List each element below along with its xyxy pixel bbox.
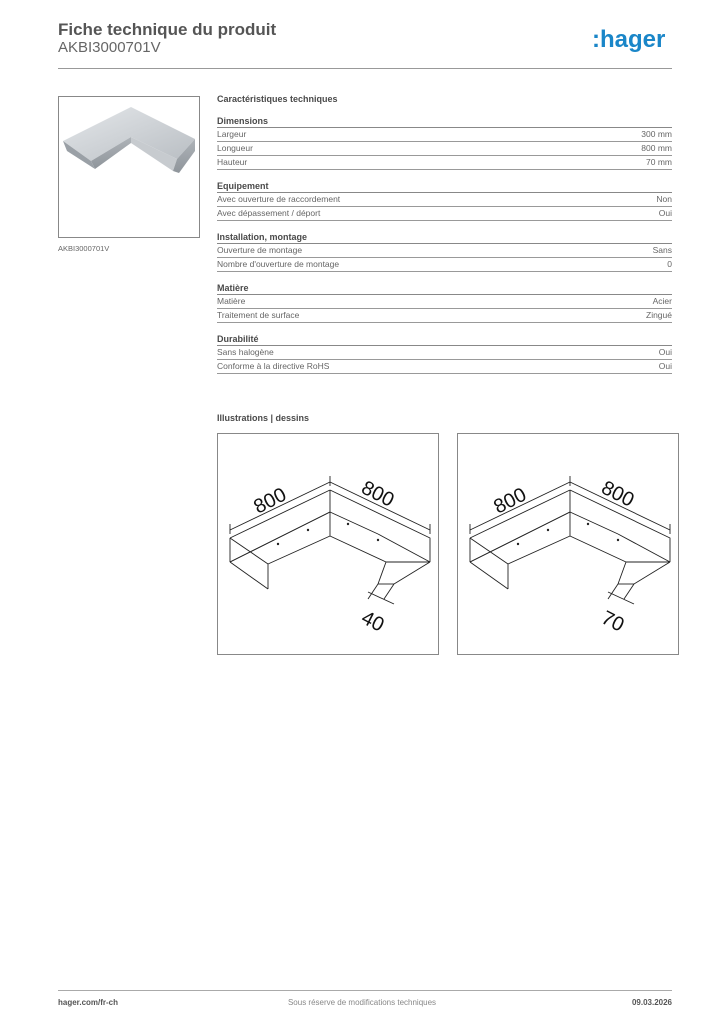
spec-value: Oui [658,208,672,218]
dimension-label: 40 [357,606,388,637]
technical-specs [217,94,672,385]
dimension-label: 800 [250,483,291,519]
spec-row [217,142,672,156]
dimension-label: 800 [597,476,638,512]
spec-row [217,360,672,374]
spec-value: Zingué [646,310,672,320]
footer-date: 09.03.2026 [631,998,672,1007]
spec-label: Longueur [217,143,253,153]
spec-value: Sans [652,245,672,255]
technical-drawing [217,433,439,655]
spec-row [217,207,672,221]
spec-group-durability [217,334,672,374]
footer-website-link[interactable]: hager.com/fr-ch [58,998,119,1007]
spec-row [217,244,672,258]
spec-value: 300 mm [641,129,672,139]
spec-group-title: Durabilité [217,334,672,346]
spec-row [217,309,672,323]
spec-label: Avec dépassement / déport [217,208,321,218]
spec-row [217,156,672,170]
spec-group-title: Dimensions [217,116,672,128]
spec-label: Matière [217,296,246,306]
product-image [59,97,199,237]
spec-row [217,346,672,360]
drawing-svg [218,434,438,654]
spec-group-dimensions [217,116,672,170]
product-reference: AKBI3000701V [58,39,161,56]
page-title: Fiche technique du produit [58,20,277,39]
footer-notice: Sous réserve de modifications techniques [287,998,437,1007]
spec-group-title: Installation, montage [217,232,672,244]
spec-value: 800 mm [641,143,672,153]
spec-group-material [217,283,672,323]
spec-value: 0 [667,259,672,269]
dimension-label: 70 [597,606,628,637]
specs-heading: Caractéristiques techniques [217,94,338,104]
spec-group-installation [217,232,672,272]
spec-label: Largeur [217,129,247,139]
spec-label: Nombre d'ouverture de montage [217,259,340,269]
spec-row [217,258,672,272]
photo-caption: AKBI3000701V [58,244,110,253]
spec-label: Avec ouverture de raccordement [217,194,341,204]
spec-group-title: Matière [217,283,672,295]
product-photo [58,96,200,238]
spec-group-equipment [217,181,672,221]
drawing-svg [458,434,678,654]
spec-label: Sans halogène [217,347,274,357]
spec-label: Traitement de surface [217,310,300,320]
spec-value: Oui [658,347,672,357]
spec-value: Non [656,194,672,204]
spec-label: Conforme à la directive RoHS [217,361,330,371]
hager-logo [592,26,676,54]
header-divider [58,68,672,69]
spec-value: Acier [652,296,672,306]
spec-row [217,295,672,309]
spec-label: Hauteur [217,157,248,167]
spec-row [217,128,672,142]
spec-label: Ouverture de montage [217,245,303,255]
dimension-label: 800 [357,476,398,512]
footer-divider [58,990,672,991]
spec-value: Oui [658,361,672,371]
illustrations-heading: Illustrations | dessins [217,413,310,423]
dimension-label: 800 [490,483,531,519]
technical-drawing [457,433,679,655]
spec-value: 70 mm [646,157,672,167]
spec-group-title: Equipement [217,181,672,193]
spec-row [217,193,672,207]
logo-text: :hager [592,26,666,53]
